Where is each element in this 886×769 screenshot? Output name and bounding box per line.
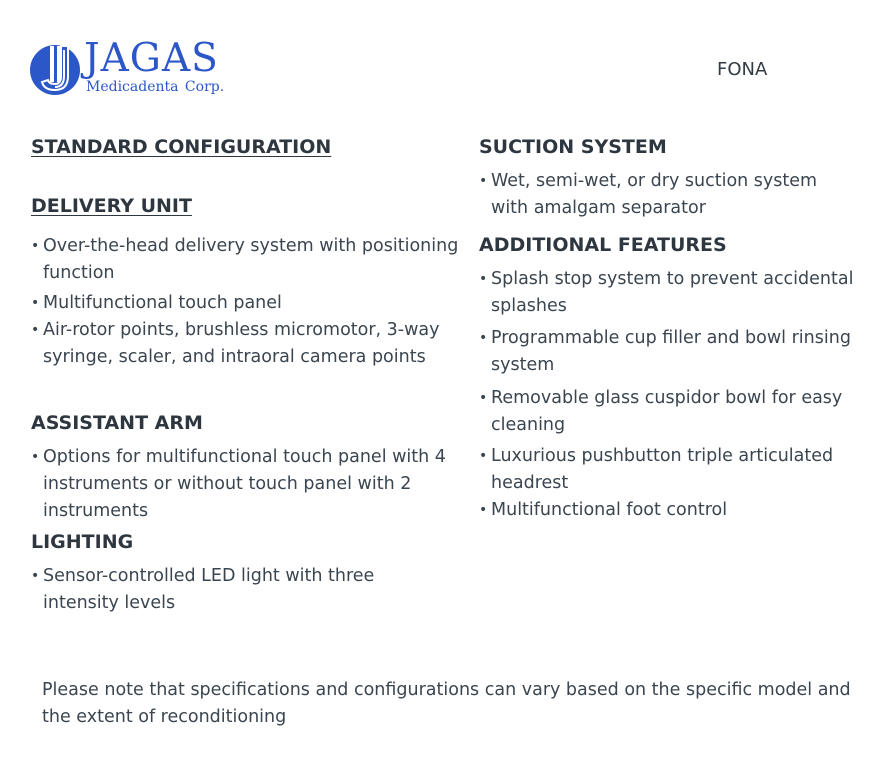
list-item: • Splash stop system to prevent accidental splashes [479,266,879,320]
list-item: • Air-rotor points, brushless micromotor, 3-way syringe, scaler, and intraoral camera points [31,317,461,371]
additional-features-list [479,266,879,524]
list-item: • Multifunctional foot control [479,497,879,524]
lighting-heading: LIGHTING [31,531,134,553]
company-logo [28,36,243,102]
delivery-unit-heading: DELIVERY UNIT [31,195,192,217]
list-item: • Over-the-head delivery system with positioning function [31,233,461,287]
standard-configuration-heading: STANDARD CONFIGURATION [31,136,332,158]
list-item: • Options for multifunctional touch panel with 4 instruments or without touch panel with 2 instruments [31,444,461,525]
list-item: • Multifunctional touch panel [31,290,461,317]
suction-system-heading: SUCTION SYSTEM [479,136,667,158]
assistant-arm-heading: ASSISTANT ARM [31,412,203,434]
disclaimer-note: Please note that specifications and configurations can vary based on the specific model and the extent of reconditioning [42,680,851,727]
jagas-emblem-icon [28,42,84,98]
brand-subtitle: Medicadenta Corp. [86,79,225,95]
lighting-list [31,563,421,617]
brand-name: JAGAS [84,36,219,81]
delivery-unit-list [31,233,461,371]
list-item: • Sensor-controlled LED light with three intensity levels [31,563,421,617]
list-item: • Removable glass cuspidor bowl for easy cleaning [479,385,879,439]
model-name: FONA [717,59,768,80]
list-item: • Wet, semi-wet, or dry suction system with amalgam separator [479,168,859,222]
additional-features-heading: ADDITIONAL FEATURES [479,234,727,256]
list-item: • Programmable cup filler and bowl rinsing system [479,325,879,379]
assistant-arm-list [31,444,461,525]
suction-system-list [479,168,859,222]
list-item: • Luxurious pushbutton triple articulated headrest [479,443,879,497]
